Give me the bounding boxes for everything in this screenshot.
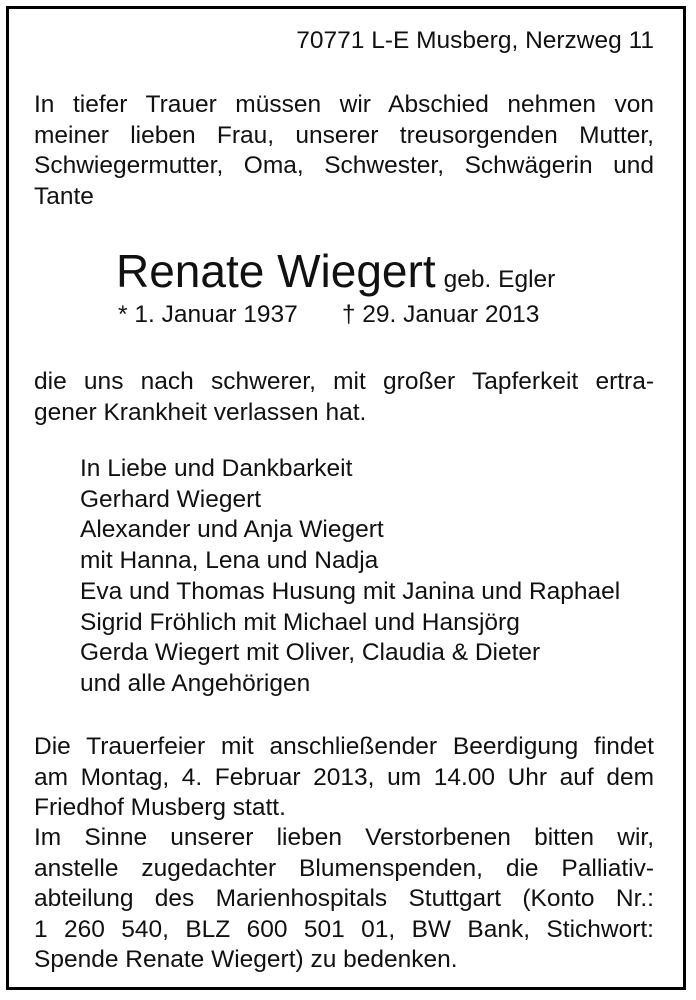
intro-line: In tiefer Trauer müssen wir Abschied nehmen von — [34, 91, 654, 118]
mourners-line: mit Hanna, Lena und Nadja — [80, 547, 379, 575]
maiden-name: geb. Egler — [443, 266, 556, 293]
donation-line: Im Sinne unserer lieben Verstorbenen bitten wir, — [34, 824, 654, 851]
illness-line: gener Krankheit verlassen hat. — [34, 398, 367, 426]
illness-paragraph — [34, 367, 654, 428]
intro-line: Schwiegermutter, Oma, Schwester, Schwägerin und — [34, 152, 654, 179]
mourners-line: In Liebe und Dankbarkeit — [80, 455, 353, 482]
funeral-line: am Montag, 4. Februar 2013, um 14.00 Uhr auf dem — [34, 763, 654, 791]
mourners-line: Eva und Thomas Husung mit Janina und Raphael — [80, 577, 621, 605]
intro-paragraph — [34, 90, 654, 212]
intro-line: Tante — [34, 182, 94, 210]
donation-line: anstelle zugedachter Blumenspenden, die Palliativ- — [34, 854, 654, 882]
deceased-name: Renate Wiegert — [116, 245, 436, 297]
birth-date: * 1. Januar 1937 — [118, 301, 298, 328]
funeral-line: Friedhof Musberg statt. — [34, 794, 286, 821]
mourners-list — [80, 454, 660, 700]
funeral-paragraph — [34, 732, 654, 824]
donation-line: 1 260 540, BLZ 600 501 01, BW Bank, Stichwort: — [34, 915, 654, 943]
death-date: † 29. Januar 2013 — [341, 301, 540, 328]
mourners-line: Alexander und Anja Wiegert — [80, 516, 384, 544]
mourners-line: und alle Angehörigen — [80, 669, 311, 697]
life-dates — [118, 300, 539, 330]
address: 70771 L-E Musberg, Nerzweg 11 — [296, 27, 654, 54]
mourners-line: Sigrid Fröhlich mit Michael und Hansjörg — [80, 608, 520, 636]
mourners-line: Gerda Wiegert mit Oliver, Claudia & Dieter — [80, 639, 541, 667]
donation-paragraph — [34, 823, 654, 976]
illness-line: die uns nach schwerer, mit großer Tapferkeit ertra- — [34, 368, 654, 395]
mourners-line: Gerhard Wiegert — [80, 485, 262, 513]
donation-line: Spende Renate Wiegert) zu bedenken. — [34, 946, 458, 973]
intro-line: meiner lieben Frau, unserer treusorgenden Mutter, — [34, 121, 654, 149]
funeral-line: Die Trauerfeier mit anschließender Beerdigung findet — [34, 733, 654, 760]
donation-line: abteilung des Marienhospitals Stuttgart (Konto Nr.: — [34, 885, 654, 912]
deceased-name-line — [116, 244, 555, 298]
